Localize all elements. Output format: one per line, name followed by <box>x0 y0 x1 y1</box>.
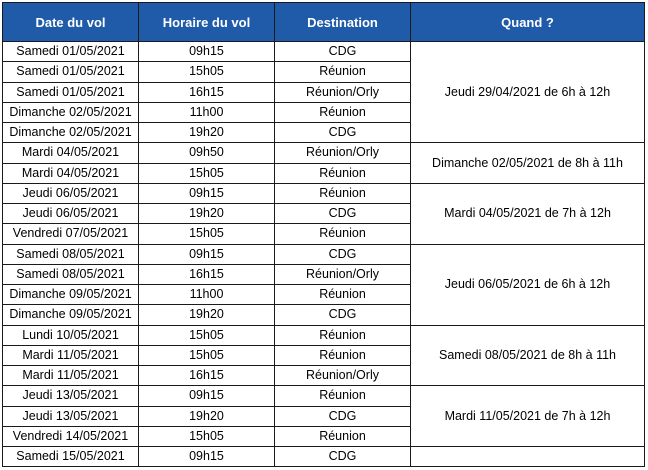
destination-cell: CDG <box>275 204 411 224</box>
flight-time-cell: 15h05 <box>139 62 275 82</box>
flight-date-cell: Jeudi 06/05/2021 <box>3 204 139 224</box>
header-destination: Destination <box>275 3 411 42</box>
flight-time-cell: 15h05 <box>139 224 275 244</box>
flight-time-cell: 16h15 <box>139 366 275 386</box>
destination-cell: Réunion <box>275 163 411 183</box>
flight-date-cell: Samedi 08/05/2021 <box>3 244 139 264</box>
when-cell <box>411 447 645 467</box>
when-cell: Samedi 08/05/2021 de 8h à 11h <box>411 325 645 386</box>
flight-date-cell: Dimanche 02/05/2021 <box>3 102 139 122</box>
destination-cell: Réunion <box>275 426 411 446</box>
flight-time-cell: 15h05 <box>139 426 275 446</box>
flight-time-cell: 11h00 <box>139 102 275 122</box>
flight-time-cell: 09h15 <box>139 386 275 406</box>
table-row <box>3 244 645 264</box>
flight-time-cell: 16h15 <box>139 264 275 284</box>
when-cell: Mardi 11/05/2021 de 7h à 12h <box>411 386 645 447</box>
when-cell: Jeudi 06/05/2021 de 6h à 12h <box>411 244 645 325</box>
table-row <box>3 42 645 62</box>
destination-cell: Réunion <box>275 62 411 82</box>
flight-time-cell: 19h20 <box>139 204 275 224</box>
destination-cell: CDG <box>275 42 411 62</box>
flight-date-cell: Jeudi 13/05/2021 <box>3 386 139 406</box>
flight-time-cell: 16h15 <box>139 82 275 102</box>
flight-schedule-table <box>2 2 645 467</box>
flight-date-cell: Jeudi 06/05/2021 <box>3 183 139 203</box>
flight-date-cell: Samedi 01/05/2021 <box>3 82 139 102</box>
flight-date-cell: Vendredi 07/05/2021 <box>3 224 139 244</box>
flight-time-cell: 11h00 <box>139 285 275 305</box>
flight-time-cell: 09h15 <box>139 244 275 264</box>
destination-cell: CDG <box>275 244 411 264</box>
destination-cell: Réunion <box>275 386 411 406</box>
flight-date-cell: Dimanche 09/05/2021 <box>3 305 139 325</box>
when-cell: Dimanche 02/05/2021 de 8h à 11h <box>411 143 645 184</box>
flight-date-cell: Mardi 11/05/2021 <box>3 366 139 386</box>
destination-cell: Réunion <box>275 325 411 345</box>
table-row <box>3 183 645 203</box>
destination-cell: CDG <box>275 447 411 467</box>
flight-time-cell: 09h50 <box>139 143 275 163</box>
flight-date-cell: Mardi 04/05/2021 <box>3 143 139 163</box>
flight-date-cell: Lundi 10/05/2021 <box>3 325 139 345</box>
destination-cell: Réunion/Orly <box>275 264 411 284</box>
flight-date-cell: Dimanche 09/05/2021 <box>3 285 139 305</box>
destination-cell: Réunion <box>275 285 411 305</box>
flight-time-cell: 09h15 <box>139 183 275 203</box>
flight-date-cell: Vendredi 14/05/2021 <box>3 426 139 446</box>
flight-date-cell: Dimanche 02/05/2021 <box>3 123 139 143</box>
flight-time-cell: 15h05 <box>139 325 275 345</box>
flight-time-cell: 19h20 <box>139 406 275 426</box>
destination-cell: Réunion/Orly <box>275 82 411 102</box>
flight-time-cell: 19h20 <box>139 305 275 325</box>
destination-cell: Réunion/Orly <box>275 143 411 163</box>
destination-cell: Réunion <box>275 345 411 365</box>
table-row <box>3 143 645 163</box>
flight-time-cell: 09h15 <box>139 42 275 62</box>
flight-date-cell: Mardi 04/05/2021 <box>3 163 139 183</box>
destination-cell: CDG <box>275 123 411 143</box>
destination-cell: CDG <box>275 406 411 426</box>
flight-time-cell: 19h20 <box>139 123 275 143</box>
table-row <box>3 325 645 345</box>
flight-time-cell: 09h15 <box>139 447 275 467</box>
table-row <box>3 386 645 406</box>
flight-date-cell: Samedi 01/05/2021 <box>3 62 139 82</box>
flight-time-cell: 15h05 <box>139 163 275 183</box>
flight-time-cell: 15h05 <box>139 345 275 365</box>
destination-cell: Réunion <box>275 183 411 203</box>
destination-cell: Réunion <box>275 224 411 244</box>
flight-date-cell: Samedi 08/05/2021 <box>3 264 139 284</box>
header-when: Quand ? <box>411 3 645 42</box>
table-row <box>3 447 645 467</box>
schedule-body <box>3 42 645 467</box>
flight-date-cell: Samedi 15/05/2021 <box>3 447 139 467</box>
header-time: Horaire du vol <box>139 3 275 42</box>
destination-cell: Réunion/Orly <box>275 366 411 386</box>
flight-date-cell: Jeudi 13/05/2021 <box>3 406 139 426</box>
destination-cell: Réunion <box>275 102 411 122</box>
flight-date-cell: Mardi 11/05/2021 <box>3 345 139 365</box>
header-date: Date du vol <box>3 3 139 42</box>
header-row <box>3 3 645 42</box>
flight-date-cell: Samedi 01/05/2021 <box>3 42 139 62</box>
destination-cell: CDG <box>275 305 411 325</box>
when-cell: Jeudi 29/04/2021 de 6h à 12h <box>411 42 645 143</box>
when-cell: Mardi 04/05/2021 de 7h à 12h <box>411 183 645 244</box>
